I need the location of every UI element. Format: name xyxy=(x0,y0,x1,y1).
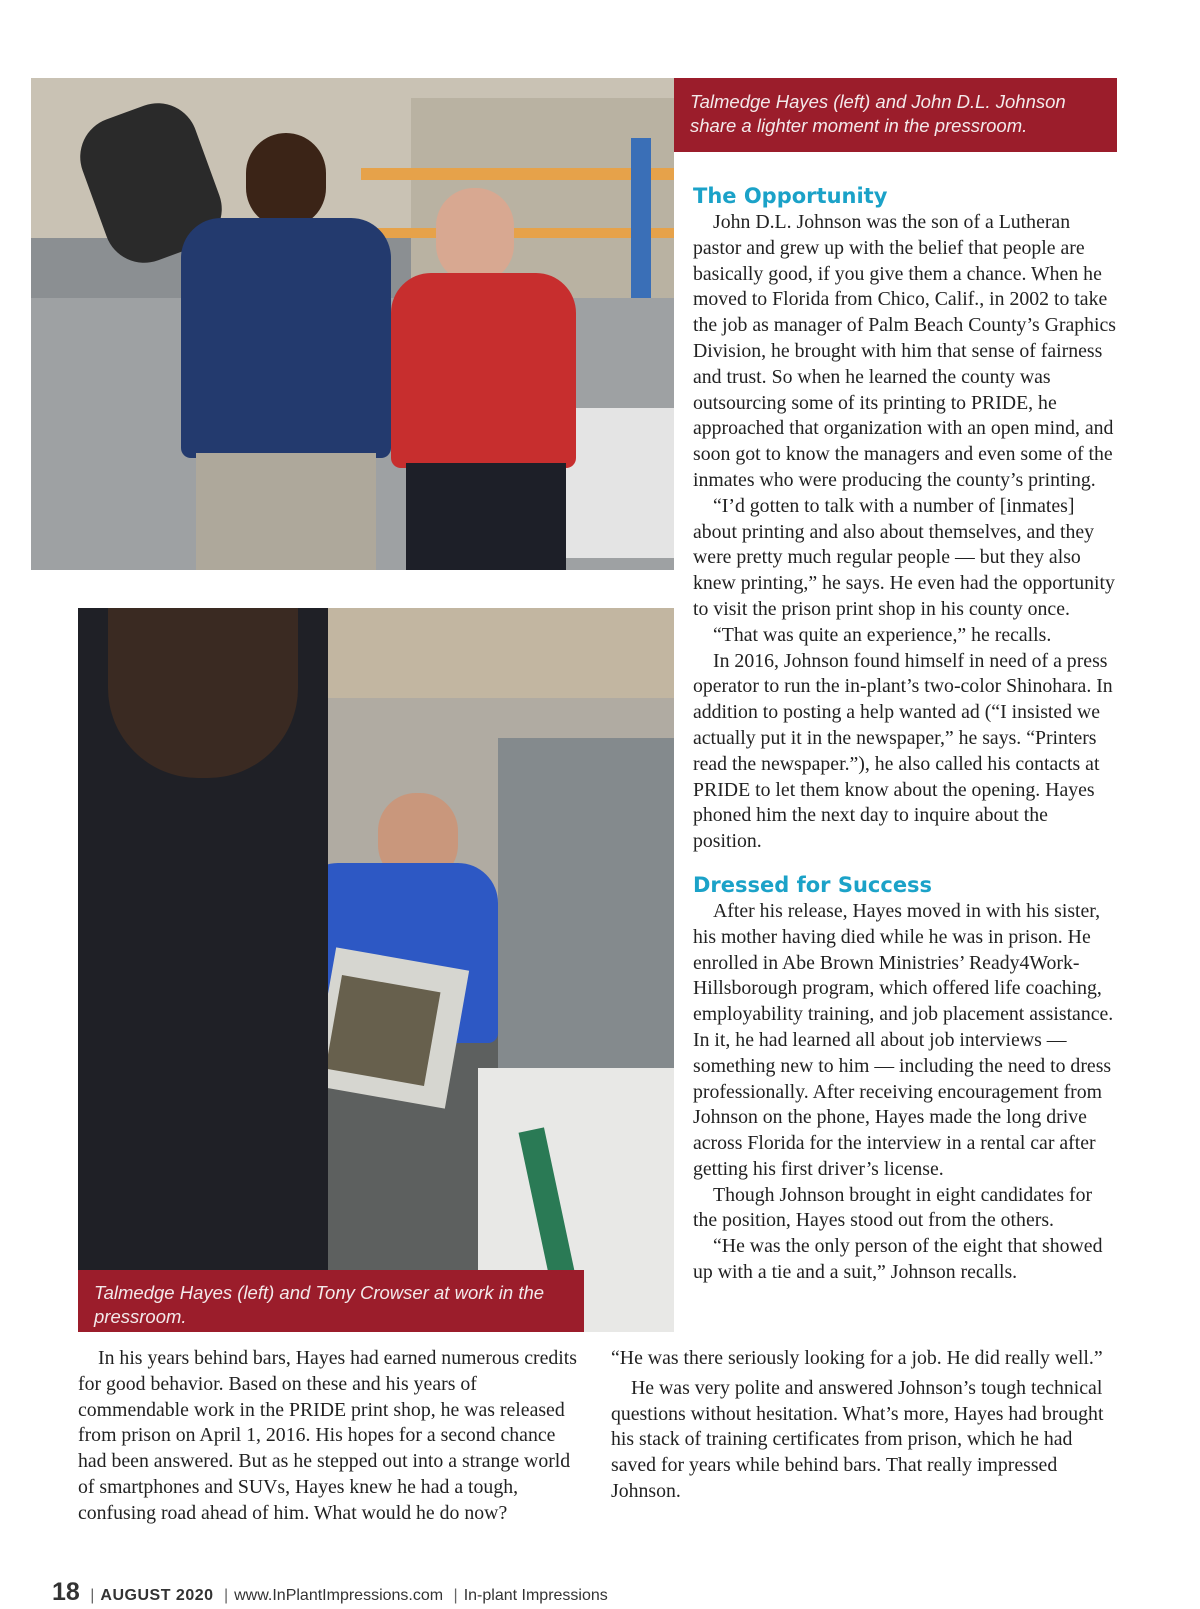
article-column-left xyxy=(78,1346,586,1527)
paragraph: “That was quite an experience,” he recalls. xyxy=(713,623,1052,646)
photo-caption: Talmedge Hayes (left) and John D.L. Johnson share a lighter moment in the pressroom. xyxy=(674,78,1117,152)
paragraph: “He was there seriously looking for a job. He did really well.” xyxy=(611,1347,1103,1369)
paragraph: “He was the only person of the eight that showed up with a tie and a suit,” Johnson recalls. xyxy=(693,1235,1103,1284)
page-footer xyxy=(52,1578,608,1607)
section-heading: The Opportunity xyxy=(693,184,888,208)
article-column-right-bottom xyxy=(611,1346,1119,1505)
paragraph: After his release, Hayes moved in with his sister, his mother having died while he was in prison. He enrolled in Abe Brown Ministries’ Ready4Work-Hillsborough program, which offered life coaching, employability training, and job placement assistance. In it, he had learned all about job interviews — something new to him — including the need to dress professionally. After receiving encouragement from Johnson on the phone, Hayes made the long drive across Florida for the interview in a rental car after getting his first driver’s license. xyxy=(693,899,1114,1180)
section-heading: Dressed for Success xyxy=(693,872,933,897)
photo-hayes-johnson xyxy=(31,78,674,570)
issue-date: AUGUST 2020 xyxy=(100,1587,214,1604)
publication-name: In-plant Impressions xyxy=(463,1587,608,1604)
paragraph: In his years behind bars, Hayes had earned numerous credits for good behavior. Based on these and his years of commendable work in the PRIDE print shop, he was released from prison on April 1, 2016. His hopes for a second chance had been answered. But as he stepped out into a strange world of smartphones and SUVs, Hayes knew he had a tough, confusing road ahead of him. What would he do now? xyxy=(78,1347,577,1524)
footer-separator: | xyxy=(90,1587,95,1604)
website-url: www.InPlantImpressions.com xyxy=(234,1587,444,1604)
footer-separator: | xyxy=(223,1587,229,1604)
paragraph: John D.L. Johnson was the son of a Lutheran pastor and grew up with the belief that people are basically good, if you give them a chance. When he moved to Florida from Chico, Calif., in 2002 to take the job as manager of Palm Beach County’s Graphics Division, he brought with him that sense of fairness and trust. So when he learned the county was outsourcing some of its printing to PRIDE, he approached that organization with an open mind, and soon got to know the managers and even some of the inmates who were producing the county’s printing. xyxy=(693,211,1116,491)
paragraph: In 2016, Johnson found himself in need of a press operator to run the in-plant’s two-color Shinohara. In addition to posting a help wanted ad (“I insisted we actually put it in the newspaper,” he says. “Printers read the newspaper.”), he also called his contacts at PRIDE to let them know about the opening. Hayes phoned him the next day to inquire about the position. xyxy=(693,649,1113,853)
page-number: 18 xyxy=(52,1578,80,1606)
article-column-right xyxy=(693,182,1119,1286)
footer-separator: | xyxy=(453,1587,458,1604)
photo-hayes-crowser xyxy=(78,608,674,1332)
paragraph: “I’d gotten to talk with a number of [inmates] about printing and also about themselves, and they were pretty much regular people — but they also knew printing,” he says. He even had the opportunity to visit the prison print shop in his county once. xyxy=(693,494,1115,620)
paragraph: He was very polite and answered Johnson’s tough technical questions without hesitation. What’s more, Hayes had brought his stack of training certificates from prison, which he had saved for years while behind bars. That really impressed Johnson. xyxy=(611,1376,1104,1502)
photo-caption: Talmedge Hayes (left) and Tony Crowser at work in the pressroom. xyxy=(78,1270,584,1332)
paragraph: Though Johnson brought in eight candidates for the position, Hayes stood out from the others. xyxy=(693,1183,1093,1232)
